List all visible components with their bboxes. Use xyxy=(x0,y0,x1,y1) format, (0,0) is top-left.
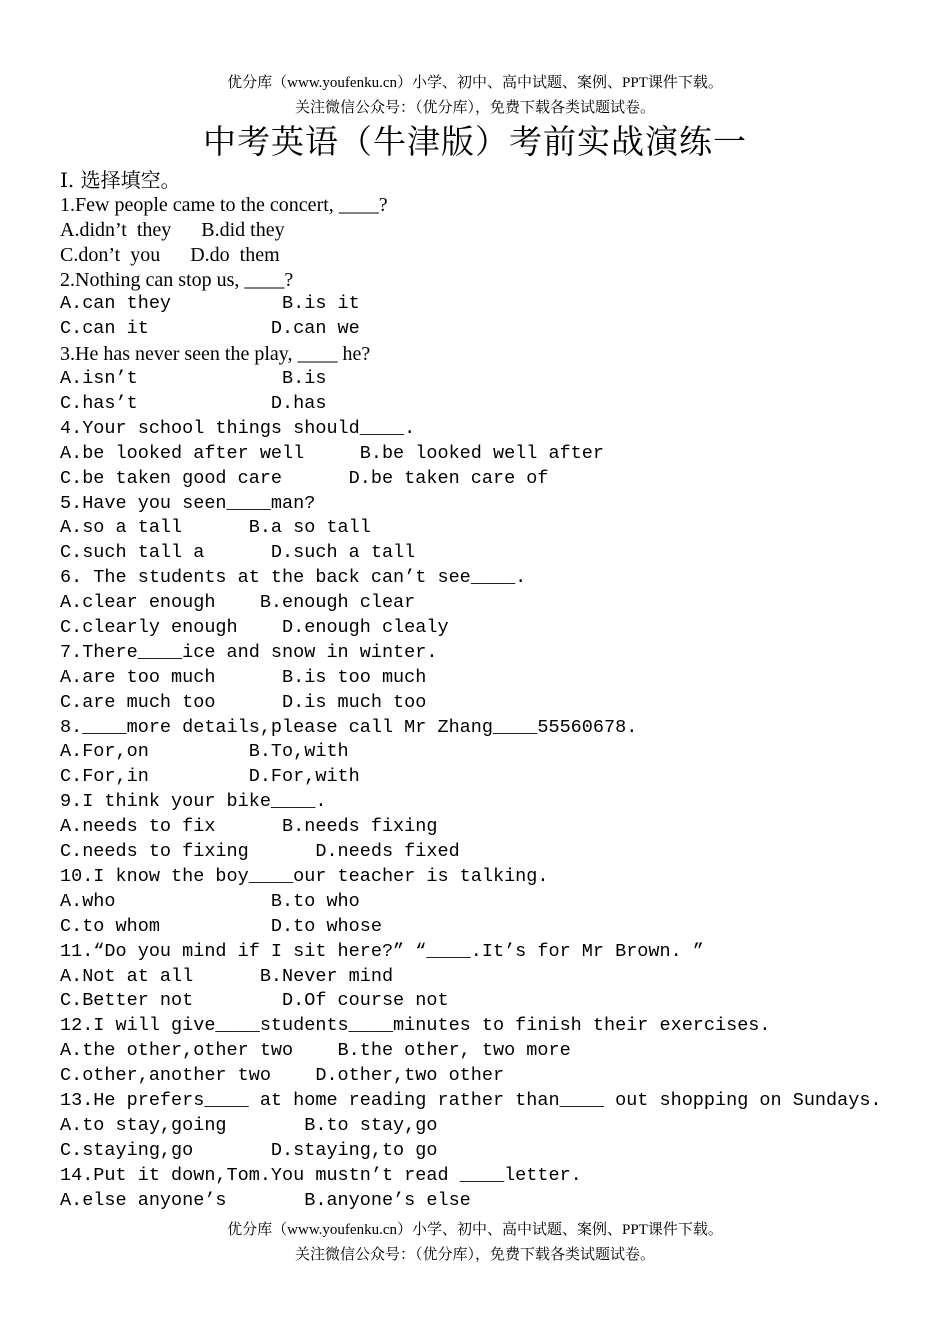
option-line: C.clearly enough D.enough clealy xyxy=(60,617,449,639)
option-line: A.For,on B.To,with xyxy=(60,741,349,763)
question-line: 13.He prefers____ at home reading rather than____ out shopping on Sundays. xyxy=(60,1089,882,1111)
question-line: 12.I will give____students____minutes to finish their exercises. xyxy=(60,1015,771,1037)
header-line-2: 关注微信公众号：（优分库），免费下载各类试题试卷。 xyxy=(294,100,655,116)
option-line: C.staying,go D.staying,to go xyxy=(60,1139,438,1161)
option-line: A.Not at all B.Never mind xyxy=(60,965,394,987)
option-line: C.don’t you D.do them xyxy=(60,243,280,266)
question-line: 11.“Do you mind if I sit here?” “____.It’s for Mr Brown. ” xyxy=(60,940,704,962)
option-line: C.be taken good care D.be taken care of xyxy=(60,467,549,489)
option-line: C.can it D.can we xyxy=(60,318,360,340)
option-line: A.else anyone’s B.anyone’s else xyxy=(60,1189,471,1211)
question-line: 4.Your school things should____. xyxy=(60,417,416,439)
header-line-1: 优分库（www.youfenku.cn）小学、初中、高中试题、案例、PPT课件下载。 xyxy=(227,75,723,91)
option-line: A.isn’t B.is xyxy=(60,368,327,390)
option-line: A.who B.to who xyxy=(60,890,360,912)
question-line: 5.Have you seen____man? xyxy=(60,492,316,514)
option-line: C.other,another two D.other,two other xyxy=(60,1065,505,1087)
footer-line-2: 关注微信公众号：（优分库），免费下载各类试题试卷。 xyxy=(294,1247,655,1263)
option-line: C.such tall a D.such a tall xyxy=(60,542,416,564)
option-line: A.clear enough B.enough clear xyxy=(60,592,416,614)
option-line: A.didn’t they B.did they xyxy=(60,218,285,241)
question-line: 3.He has never seen the play, ____ he? xyxy=(60,343,371,366)
question-line: 14.Put it down,Tom.You mustn’t read ____letter. xyxy=(60,1164,582,1186)
footer-line-1: 优分库（www.youfenku.cn）小学、初中、高中试题、案例、PPT课件下载。 xyxy=(227,1222,723,1238)
option-line: C.needs to fixing D.needs fixed xyxy=(60,841,460,863)
option-line: C.to whom D.to whose xyxy=(60,915,382,937)
question-list xyxy=(60,168,930,1213)
question-line: 10.I know the boy____our teacher is talking. xyxy=(60,865,549,887)
question-line: 9.I think your bike____. xyxy=(60,791,327,813)
option-line: A.are too much B.is too much xyxy=(60,666,427,688)
option-line: C.are much too D.is much too xyxy=(60,691,427,713)
question-line: 8.____more details,please call Mr Zhang____55560678. xyxy=(60,716,638,738)
option-line: A.can they B.is it xyxy=(60,293,360,315)
option-line: A.be looked after well B.be looked well after xyxy=(60,442,604,464)
question-line: 2.Nothing can stop us, ____? xyxy=(60,268,294,291)
option-line: C.has’t D.has xyxy=(60,393,327,415)
option-line: A.so a tall B.a so tall xyxy=(60,517,371,539)
page-title: 中考英语（牛津版）考前实战演练一 xyxy=(203,122,747,161)
question-line: 6. The students at the back can’t see____. xyxy=(60,567,527,589)
option-line: C.Better not D.Of course not xyxy=(60,990,449,1012)
question-line: 1.Few people came to the concert, ____? xyxy=(60,193,388,216)
option-line: A.needs to fix B.needs fixing xyxy=(60,816,438,838)
section-heading: I. 选择填空。 xyxy=(60,168,181,192)
question-line: 7.There____ice and snow in winter. xyxy=(60,641,438,663)
option-line: A.to stay,going B.to stay,go xyxy=(60,1114,438,1136)
option-line: A.the other,other two B.the other, two more xyxy=(60,1040,571,1062)
option-line: C.For,in D.For,with xyxy=(60,766,360,788)
